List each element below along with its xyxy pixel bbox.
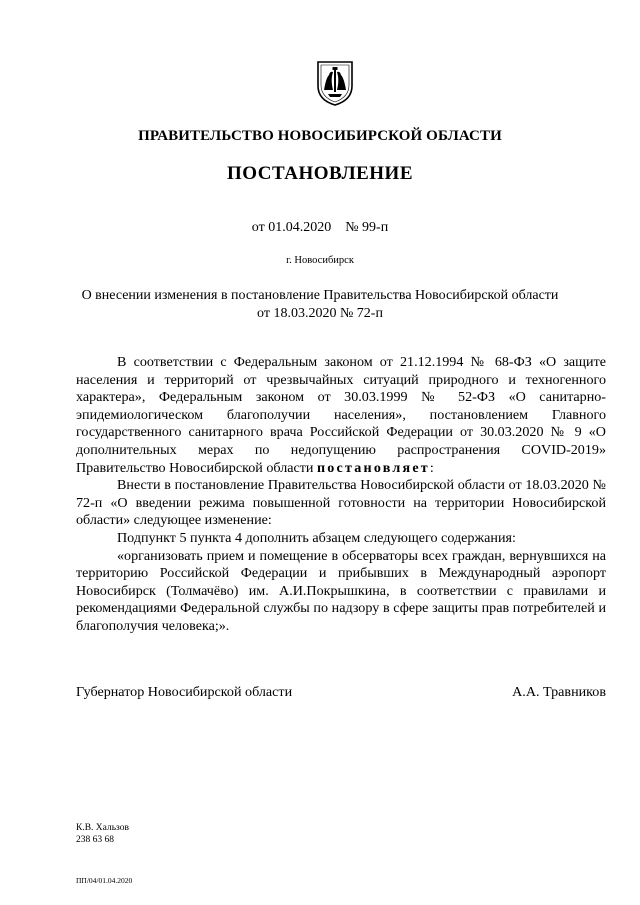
body-paragraph: Внести в постановление Правительства Новосибирской области от 18.03.2020 № 72-п «О введении режима повышенной готовности на территории Новосибирской области» следующее изменение: bbox=[76, 477, 606, 529]
decree-word: постановляет bbox=[316, 459, 430, 476]
body-paragraph: Подпункт 5 пункта 4 дополнить абзацем следующего содержания: bbox=[117, 529, 516, 546]
subject-line-1: О внесении изменения в постановление Правительства Новосибирской области bbox=[81, 288, 559, 303]
subject-line-2: от 18.03.2020 № 72-п bbox=[257, 306, 383, 321]
document-code: ПП/04/01.04.2020 bbox=[76, 876, 133, 885]
date-prefix: от bbox=[251, 220, 265, 235]
body-paragraph: «организовать прием и помещение в обсерваторы всех граждан, вернувшихся на территорию Российской Федерации и прибывших в Международный аэропорт Новосибирск (Толмачёво) им. А.И.Покрышкина, в соответствии с правилами и рекомендациями Федеральной службы по надзору в сфере защиты прав потребителей и благополучия человека;». bbox=[76, 547, 606, 634]
document-number: № 99-п bbox=[345, 220, 389, 235]
signatory-name: А.А. Травников bbox=[512, 684, 606, 700]
city: г. Новосибирск bbox=[286, 255, 354, 266]
document-body bbox=[76, 354, 606, 636]
executor-name: К.В. Хальзов bbox=[76, 823, 129, 833]
document-date-line bbox=[0, 220, 640, 236]
document-subject bbox=[0, 287, 640, 323]
executor-block bbox=[76, 822, 129, 846]
paragraph-text: В соответствии с Федеральным законом от 21.12.1994 № 68-ФЗ «О защите населения и территорий от чрезвычайных ситуаций природного и техногенного характера», Федеральным законом от 30.03.1999 № 52-ФЗ «О санитарно-эпидемиологическом благополучии населения», постановлением Главного государственного санитарного врача Российской Федерации от 30.03.2020 № 9 «О дополнительных мерах по недопущению распространения COVID-2019» Правительство Новосибирской области bbox=[76, 354, 606, 476]
novosibirsk-coat-of-arms-icon bbox=[316, 60, 354, 106]
signatory-position: Губернатор Новосибирской области bbox=[76, 684, 293, 700]
executor-phone: 238 63 68 bbox=[76, 835, 114, 845]
government-title: ПРАВИТЕЛЬСТВО НОВОСИБИРСКОЙ ОБЛАСТИ bbox=[138, 128, 502, 144]
body-paragraph bbox=[76, 354, 606, 477]
paragraph-punctuation: : bbox=[429, 459, 434, 476]
document-date: 01.04.2020 bbox=[268, 220, 332, 235]
signature-block bbox=[76, 684, 606, 701]
document-type: ПОСТАНОВЛЕНИЕ bbox=[226, 163, 414, 184]
